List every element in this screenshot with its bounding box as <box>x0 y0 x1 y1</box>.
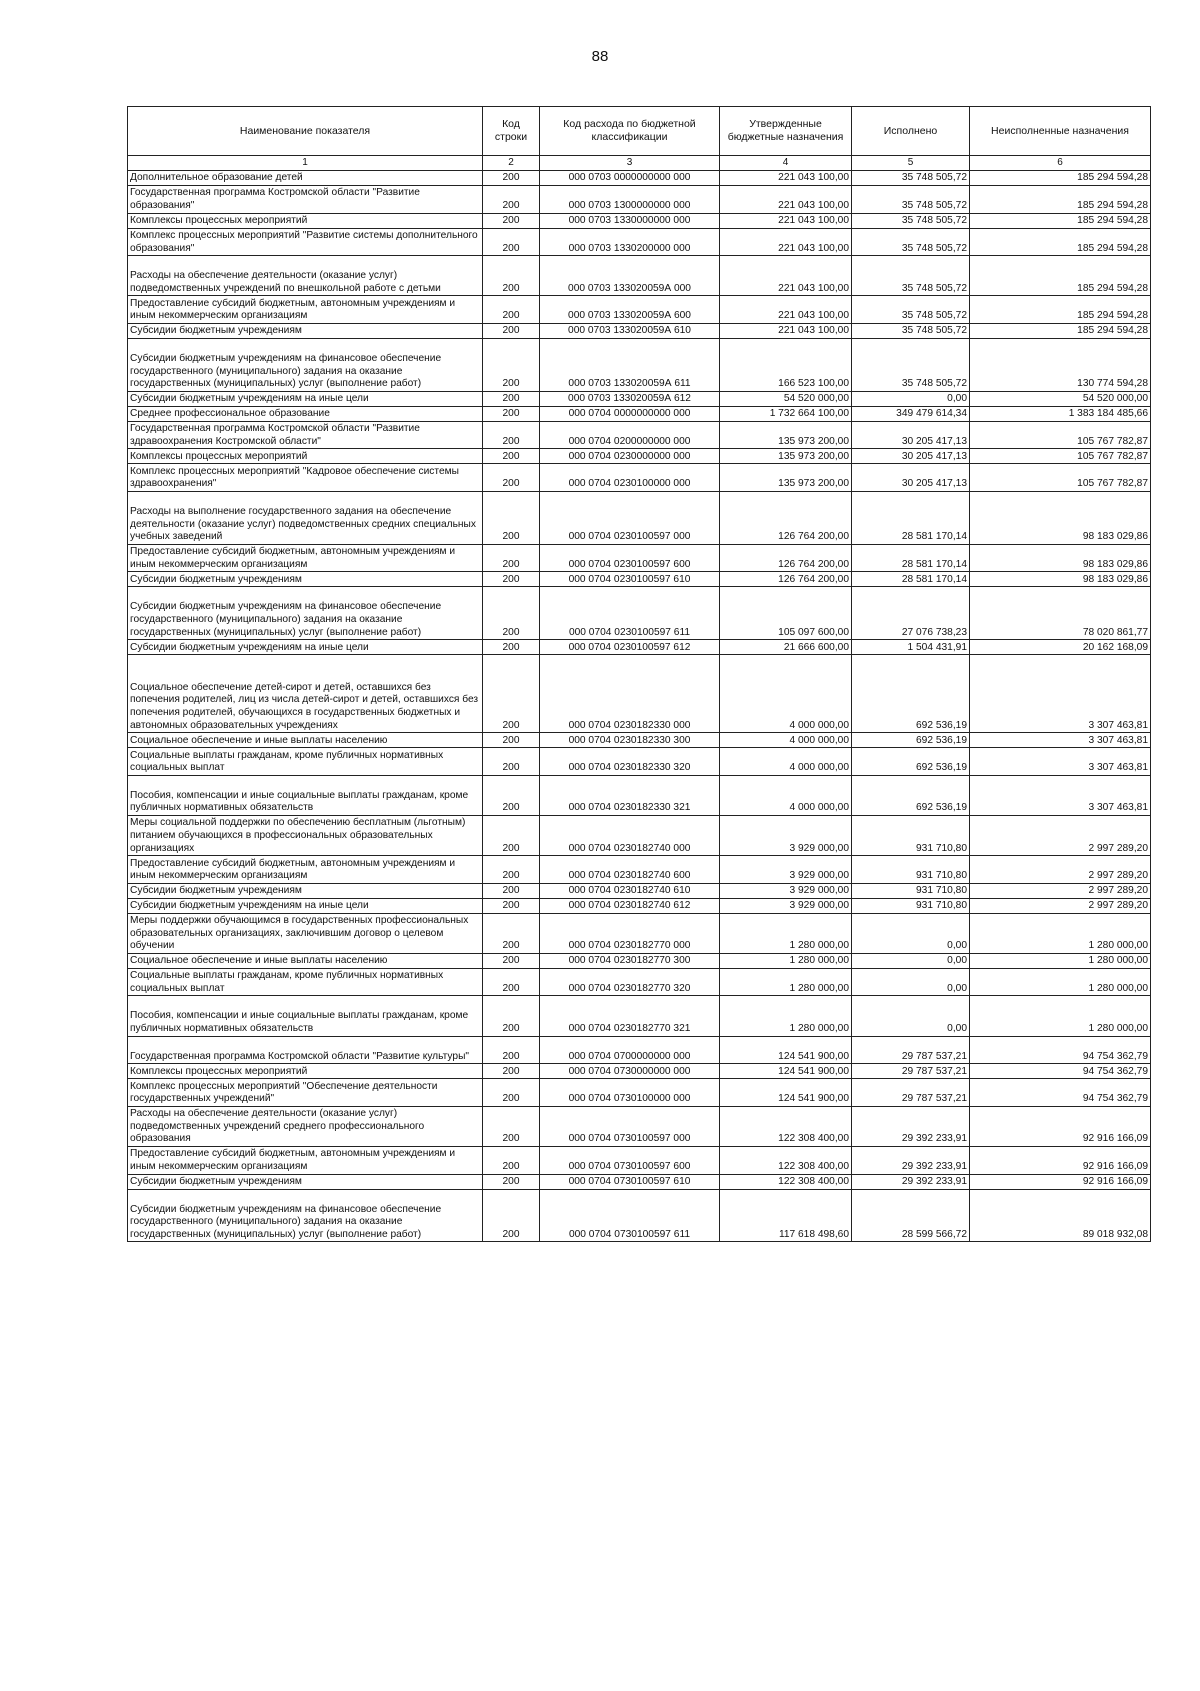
table-row <box>128 856 1151 884</box>
row-approved-amount: 124 541 900,00 <box>720 1064 852 1079</box>
row-name: Меры социальной поддержки по обеспечению бесплатным (льготным) питанием обучающихся в профессиональных образовательных организациях <box>128 815 483 855</box>
table-row <box>128 1174 1151 1189</box>
row-classification-code: 000 0704 0230182740 000 <box>540 815 720 855</box>
row-executed-amount: 29 787 537,21 <box>852 1036 970 1064</box>
row-unexecuted-amount: 185 294 594,28 <box>970 213 1151 228</box>
row-approved-amount: 117 618 498,60 <box>720 1189 852 1242</box>
row-name: Расходы на обеспечение деятельности (оказание услуг) подведомственных учреждений среднего профессионального образования <box>128 1106 483 1146</box>
row-unexecuted-amount: 94 754 362,79 <box>970 1064 1151 1079</box>
table-row <box>128 338 1151 391</box>
row-executed-amount: 35 748 505,72 <box>852 296 970 324</box>
row-classification-code: 000 0704 0230100000 000 <box>540 464 720 492</box>
table-row <box>128 449 1151 464</box>
row-code: 200 <box>483 968 540 996</box>
column-number: 4 <box>720 156 852 171</box>
row-code: 200 <box>483 1189 540 1242</box>
table-row <box>128 391 1151 406</box>
row-approved-amount: 135 973 200,00 <box>720 464 852 492</box>
table-row <box>128 1036 1151 1064</box>
row-executed-amount: 692 536,19 <box>852 748 970 776</box>
row-executed-amount: 28 581 170,14 <box>852 491 970 544</box>
row-unexecuted-amount: 185 294 594,28 <box>970 256 1151 296</box>
row-unexecuted-amount: 54 520 000,00 <box>970 391 1151 406</box>
row-code: 200 <box>483 748 540 776</box>
row-classification-code: 000 0704 0230182770 320 <box>540 968 720 996</box>
row-name: Социальные выплаты гражданам, кроме публичных нормативных социальных выплат <box>128 748 483 776</box>
row-unexecuted-amount: 105 767 782,87 <box>970 464 1151 492</box>
row-name: Субсидии бюджетным учреждениям на иные цели <box>128 640 483 655</box>
row-code: 200 <box>483 228 540 256</box>
row-classification-code: 000 0704 0730100597 610 <box>540 1174 720 1189</box>
row-name: Субсидии бюджетным учреждениям на иные цели <box>128 898 483 913</box>
row-classification-code: 000 0704 0230182330 300 <box>540 733 720 748</box>
row-executed-amount: 35 748 505,72 <box>852 171 970 186</box>
row-approved-amount: 105 097 600,00 <box>720 587 852 640</box>
table-row <box>128 1106 1151 1146</box>
row-classification-code: 000 0704 0230182770 300 <box>540 953 720 968</box>
row-executed-amount: 28 581 170,14 <box>852 572 970 587</box>
table-row <box>128 775 1151 815</box>
column-header-approved: Утвержденные бюджетные назначения <box>720 107 852 156</box>
row-approved-amount: 1 280 000,00 <box>720 913 852 953</box>
row-approved-amount: 3 929 000,00 <box>720 856 852 884</box>
row-approved-amount: 126 764 200,00 <box>720 544 852 572</box>
row-unexecuted-amount: 3 307 463,81 <box>970 733 1151 748</box>
row-executed-amount: 35 748 505,72 <box>852 256 970 296</box>
table-row <box>128 544 1151 572</box>
table-row <box>128 491 1151 544</box>
row-name: Комплексы процессных мероприятий <box>128 449 483 464</box>
row-name: Государственная программа Костромской области "Развитие здравоохранения Костромской области" <box>128 421 483 449</box>
row-code: 200 <box>483 213 540 228</box>
column-number: 1 <box>128 156 483 171</box>
row-approved-amount: 221 043 100,00 <box>720 228 852 256</box>
row-executed-amount: 28 599 566,72 <box>852 1189 970 1242</box>
row-classification-code: 000 0703 133020059А 600 <box>540 296 720 324</box>
row-approved-amount: 221 043 100,00 <box>720 171 852 186</box>
row-approved-amount: 1 280 000,00 <box>720 953 852 968</box>
row-classification-code: 000 0704 0230182740 612 <box>540 898 720 913</box>
row-name: Социальные выплаты гражданам, кроме публичных нормативных социальных выплат <box>128 968 483 996</box>
row-approved-amount: 221 043 100,00 <box>720 296 852 324</box>
table-row <box>128 815 1151 855</box>
row-executed-amount: 931 710,80 <box>852 898 970 913</box>
row-code: 200 <box>483 544 540 572</box>
row-code: 200 <box>483 338 540 391</box>
table-row <box>128 733 1151 748</box>
row-unexecuted-amount: 94 754 362,79 <box>970 1036 1151 1064</box>
row-classification-code: 000 0704 0230182330 320 <box>540 748 720 776</box>
row-approved-amount: 3 929 000,00 <box>720 898 852 913</box>
row-code: 200 <box>483 391 540 406</box>
table-row <box>128 228 1151 256</box>
row-code: 200 <box>483 733 540 748</box>
column-number: 5 <box>852 156 970 171</box>
row-classification-code: 000 0704 0730000000 000 <box>540 1064 720 1079</box>
row-approved-amount: 3 929 000,00 <box>720 883 852 898</box>
row-name: Комплекс процессных мероприятий "Развитие системы дополнительного образования" <box>128 228 483 256</box>
row-unexecuted-amount: 1 383 184 485,66 <box>970 406 1151 421</box>
table-row <box>128 883 1151 898</box>
row-code: 200 <box>483 1064 540 1079</box>
row-unexecuted-amount: 185 294 594,28 <box>970 296 1151 324</box>
row-approved-amount: 122 308 400,00 <box>720 1174 852 1189</box>
row-unexecuted-amount: 1 280 000,00 <box>970 913 1151 953</box>
row-unexecuted-amount: 3 307 463,81 <box>970 775 1151 815</box>
row-unexecuted-amount: 1 280 000,00 <box>970 953 1151 968</box>
row-code: 200 <box>483 572 540 587</box>
row-executed-amount: 30 205 417,13 <box>852 421 970 449</box>
row-code: 200 <box>483 883 540 898</box>
table-row <box>128 640 1151 655</box>
row-name: Пособия, компенсации и иные социальные выплаты гражданам, кроме публичных нормативных обязательств <box>128 996 483 1036</box>
table-row <box>128 406 1151 421</box>
row-unexecuted-amount: 1 280 000,00 <box>970 968 1151 996</box>
row-unexecuted-amount: 3 307 463,81 <box>970 748 1151 776</box>
row-code: 200 <box>483 186 540 214</box>
table-row <box>128 898 1151 913</box>
row-approved-amount: 126 764 200,00 <box>720 572 852 587</box>
row-executed-amount: 29 392 233,91 <box>852 1147 970 1175</box>
row-executed-amount: 35 748 505,72 <box>852 338 970 391</box>
row-name: Субсидии бюджетным учреждениям <box>128 883 483 898</box>
row-code: 200 <box>483 406 540 421</box>
row-approved-amount: 135 973 200,00 <box>720 449 852 464</box>
row-name: Комплекс процессных мероприятий "Обеспечение деятельности государственных учреждений" <box>128 1079 483 1107</box>
row-name: Расходы на обеспечение деятельности (оказание услуг) подведомственных учреждений по внешкольной работе с детьми <box>128 256 483 296</box>
row-code: 200 <box>483 953 540 968</box>
row-unexecuted-amount: 1 280 000,00 <box>970 996 1151 1036</box>
row-name: Комплексы процессных мероприятий <box>128 213 483 228</box>
table-row <box>128 1147 1151 1175</box>
row-unexecuted-amount: 185 294 594,28 <box>970 228 1151 256</box>
table-row <box>128 913 1151 953</box>
row-approved-amount: 54 520 000,00 <box>720 391 852 406</box>
row-unexecuted-amount: 185 294 594,28 <box>970 186 1151 214</box>
row-name: Субсидии бюджетным учреждениям на финансовое обеспечение государственного (муниципального) задания на оказание государственных (муниципальных) услуг (выполнение работ) <box>128 338 483 391</box>
row-executed-amount: 692 536,19 <box>852 775 970 815</box>
page-number: 88 <box>591 48 609 65</box>
row-approved-amount: 166 523 100,00 <box>720 338 852 391</box>
row-executed-amount: 29 787 537,21 <box>852 1079 970 1107</box>
row-name: Социальное обеспечение и иные выплаты населению <box>128 953 483 968</box>
row-approved-amount: 135 973 200,00 <box>720 421 852 449</box>
row-classification-code: 000 0704 0200000000 000 <box>540 421 720 449</box>
table-body <box>128 171 1151 1242</box>
row-classification-code: 000 0704 0230182740 610 <box>540 883 720 898</box>
row-code: 200 <box>483 1079 540 1107</box>
row-code: 200 <box>483 898 540 913</box>
row-unexecuted-amount: 185 294 594,28 <box>970 171 1151 186</box>
row-name: Субсидии бюджетным учреждениям на финансовое обеспечение государственного (муниципального) задания на оказание государственных (муниципальных) услуг (выполнение работ) <box>128 587 483 640</box>
row-executed-amount: 931 710,80 <box>852 815 970 855</box>
row-name: Субсидии бюджетным учреждениям <box>128 323 483 338</box>
row-executed-amount: 30 205 417,13 <box>852 449 970 464</box>
row-approved-amount: 1 280 000,00 <box>720 968 852 996</box>
row-approved-amount: 221 043 100,00 <box>720 323 852 338</box>
row-name: Предоставление субсидий бюджетным, автономным учреждениям и иным некоммерческим организациям <box>128 856 483 884</box>
row-executed-amount: 35 748 505,72 <box>852 323 970 338</box>
row-approved-amount: 4 000 000,00 <box>720 655 852 733</box>
row-executed-amount: 1 504 431,91 <box>852 640 970 655</box>
row-classification-code: 000 0703 133020059А 612 <box>540 391 720 406</box>
row-classification-code: 000 0704 0230182740 600 <box>540 856 720 884</box>
row-name: Социальное обеспечение и иные выплаты населению <box>128 733 483 748</box>
row-code: 200 <box>483 775 540 815</box>
row-code: 200 <box>483 1174 540 1189</box>
table-row <box>128 748 1151 776</box>
row-executed-amount: 29 787 537,21 <box>852 1064 970 1079</box>
row-approved-amount: 4 000 000,00 <box>720 748 852 776</box>
row-classification-code: 000 0704 0230100597 600 <box>540 544 720 572</box>
table-row <box>128 464 1151 492</box>
row-code: 200 <box>483 1106 540 1146</box>
row-approved-amount: 1 280 000,00 <box>720 996 852 1036</box>
row-classification-code: 000 0704 0700000000 000 <box>540 1036 720 1064</box>
row-code: 200 <box>483 449 540 464</box>
row-unexecuted-amount: 20 162 168,09 <box>970 640 1151 655</box>
row-code: 200 <box>483 421 540 449</box>
row-name: Расходы на выполнение государственного задания на обеспечение деятельности (оказание услуг) подведомственных средних специальных учебных заведений <box>128 491 483 544</box>
row-executed-amount: 30 205 417,13 <box>852 464 970 492</box>
row-classification-code: 000 0704 0230100597 610 <box>540 572 720 587</box>
table-row <box>128 256 1151 296</box>
row-classification-code: 000 0704 0000000000 000 <box>540 406 720 421</box>
row-approved-amount: 221 043 100,00 <box>720 186 852 214</box>
column-number: 2 <box>483 156 540 171</box>
row-code: 200 <box>483 587 540 640</box>
table-row <box>128 1064 1151 1079</box>
table-row <box>128 572 1151 587</box>
row-executed-amount: 692 536,19 <box>852 733 970 748</box>
row-code: 200 <box>483 171 540 186</box>
table-row <box>128 655 1151 733</box>
table-row <box>128 968 1151 996</box>
row-executed-amount: 28 581 170,14 <box>852 544 970 572</box>
row-approved-amount: 124 541 900,00 <box>720 1036 852 1064</box>
row-unexecuted-amount: 185 294 594,28 <box>970 323 1151 338</box>
row-name: Пособия, компенсации и иные социальные выплаты гражданам, кроме публичных нормативных обязательств <box>128 775 483 815</box>
row-code: 200 <box>483 815 540 855</box>
row-name: Субсидии бюджетным учреждениям на иные цели <box>128 391 483 406</box>
row-executed-amount: 349 479 614,34 <box>852 406 970 421</box>
row-name: Меры поддержки обучающимся в государственных профессиональных образовательных организациях, заключившим договор о целевом обучении <box>128 913 483 953</box>
column-header-unexecuted: Неисполненные назначения <box>970 107 1151 156</box>
row-unexecuted-amount: 2 997 289,20 <box>970 815 1151 855</box>
row-name: Предоставление субсидий бюджетным, автономным учреждениям и иным некоммерческим организациям <box>128 296 483 324</box>
table-row <box>128 587 1151 640</box>
row-unexecuted-amount: 130 774 594,28 <box>970 338 1151 391</box>
row-name: Государственная программа Костромской области "Развитие образования" <box>128 186 483 214</box>
table-row <box>128 171 1151 186</box>
row-classification-code: 000 0704 0230100597 612 <box>540 640 720 655</box>
row-executed-amount: 931 710,80 <box>852 856 970 884</box>
row-approved-amount: 221 043 100,00 <box>720 213 852 228</box>
table-row <box>128 213 1151 228</box>
column-header-name: Наименование показателя <box>128 107 483 156</box>
row-name: Дополнительное образование детей <box>128 171 483 186</box>
row-approved-amount: 4 000 000,00 <box>720 733 852 748</box>
row-code: 200 <box>483 655 540 733</box>
row-classification-code: 000 0704 0730100597 600 <box>540 1147 720 1175</box>
row-approved-amount: 124 541 900,00 <box>720 1079 852 1107</box>
column-header-code: Код строки <box>483 107 540 156</box>
row-unexecuted-amount: 92 916 166,09 <box>970 1106 1151 1146</box>
row-name: Субсидии бюджетным учреждениям <box>128 1174 483 1189</box>
row-classification-code: 000 0703 1300000000 000 <box>540 186 720 214</box>
table-row <box>128 996 1151 1036</box>
row-code: 200 <box>483 491 540 544</box>
row-code: 200 <box>483 996 540 1036</box>
row-code: 200 <box>483 1036 540 1064</box>
row-unexecuted-amount: 2 997 289,20 <box>970 856 1151 884</box>
row-executed-amount: 29 392 233,91 <box>852 1106 970 1146</box>
row-approved-amount: 126 764 200,00 <box>720 491 852 544</box>
table-row <box>128 1079 1151 1107</box>
row-name: Субсидии бюджетным учреждениям на финансовое обеспечение государственного (муниципального) задания на оказание государственных (муниципальных) услуг (выполнение работ) <box>128 1189 483 1242</box>
row-approved-amount: 122 308 400,00 <box>720 1147 852 1175</box>
row-executed-amount: 35 748 505,72 <box>852 228 970 256</box>
column-number-row <box>128 156 1151 171</box>
table-row <box>128 186 1151 214</box>
row-name: Предоставление субсидий бюджетным, автономным учреждениям и иным некоммерческим организациям <box>128 544 483 572</box>
row-name: Комплексы процессных мероприятий <box>128 1064 483 1079</box>
row-classification-code: 000 0704 0730100597 611 <box>540 1189 720 1242</box>
row-executed-amount: 0,00 <box>852 968 970 996</box>
row-unexecuted-amount: 2 997 289,20 <box>970 883 1151 898</box>
row-approved-amount: 21 666 600,00 <box>720 640 852 655</box>
row-unexecuted-amount: 105 767 782,87 <box>970 449 1151 464</box>
row-executed-amount: 0,00 <box>852 913 970 953</box>
row-unexecuted-amount: 3 307 463,81 <box>970 655 1151 733</box>
row-executed-amount: 27 076 738,23 <box>852 587 970 640</box>
row-name: Государственная программа Костромской области "Развитие культуры" <box>128 1036 483 1064</box>
table-row <box>128 323 1151 338</box>
row-name: Среднее профессиональное образование <box>128 406 483 421</box>
row-unexecuted-amount: 98 183 029,86 <box>970 491 1151 544</box>
row-classification-code: 000 0704 0730100597 000 <box>540 1106 720 1146</box>
row-code: 200 <box>483 464 540 492</box>
row-unexecuted-amount: 89 018 932,08 <box>970 1189 1151 1242</box>
table-row <box>128 421 1151 449</box>
row-classification-code: 000 0704 0230182770 000 <box>540 913 720 953</box>
row-code: 200 <box>483 256 540 296</box>
row-executed-amount: 0,00 <box>852 953 970 968</box>
row-classification-code: 000 0704 0230100597 611 <box>540 587 720 640</box>
column-header-executed: Исполнено <box>852 107 970 156</box>
row-unexecuted-amount: 98 183 029,86 <box>970 572 1151 587</box>
row-classification-code: 000 0703 133020059А 610 <box>540 323 720 338</box>
row-unexecuted-amount: 2 997 289,20 <box>970 898 1151 913</box>
row-classification-code: 000 0703 133020059А 611 <box>540 338 720 391</box>
row-approved-amount: 4 000 000,00 <box>720 775 852 815</box>
row-code: 200 <box>483 640 540 655</box>
row-code: 200 <box>483 856 540 884</box>
row-classification-code: 000 0704 0230000000 000 <box>540 449 720 464</box>
row-unexecuted-amount: 98 183 029,86 <box>970 544 1151 572</box>
row-classification-code: 000 0703 1330200000 000 <box>540 228 720 256</box>
row-classification-code: 000 0703 1330000000 000 <box>540 213 720 228</box>
row-classification-code: 000 0704 0730100000 000 <box>540 1079 720 1107</box>
row-unexecuted-amount: 78 020 861,77 <box>970 587 1151 640</box>
row-approved-amount: 221 043 100,00 <box>720 256 852 296</box>
row-classification-code: 000 0704 0230182330 321 <box>540 775 720 815</box>
row-classification-code: 000 0703 133020059А 000 <box>540 256 720 296</box>
column-header-classification: Код расхода по бюджетной классификации <box>540 107 720 156</box>
row-unexecuted-amount: 94 754 362,79 <box>970 1079 1151 1107</box>
row-executed-amount: 0,00 <box>852 391 970 406</box>
row-code: 200 <box>483 323 540 338</box>
row-classification-code: 000 0704 0230100597 000 <box>540 491 720 544</box>
table-row <box>128 953 1151 968</box>
row-executed-amount: 931 710,80 <box>852 883 970 898</box>
row-executed-amount: 692 536,19 <box>852 655 970 733</box>
row-executed-amount: 35 748 505,72 <box>852 213 970 228</box>
table-row <box>128 296 1151 324</box>
row-code: 200 <box>483 296 540 324</box>
row-approved-amount: 122 308 400,00 <box>720 1106 852 1146</box>
row-unexecuted-amount: 92 916 166,09 <box>970 1174 1151 1189</box>
row-classification-code: 000 0704 0230182770 321 <box>540 996 720 1036</box>
row-name: Предоставление субсидий бюджетным, автономным учреждениям и иным некоммерческим организациям <box>128 1147 483 1175</box>
row-executed-amount: 35 748 505,72 <box>852 186 970 214</box>
row-executed-amount: 0,00 <box>852 996 970 1036</box>
budget-execution-table <box>127 106 1151 1242</box>
column-number: 3 <box>540 156 720 171</box>
row-executed-amount: 29 392 233,91 <box>852 1174 970 1189</box>
table-header-row <box>128 107 1151 156</box>
row-name: Социальное обеспечение детей-сирот и детей, оставшихся без попечения родителей, лиц из числа детей-сирот и детей, оставшихся без попечения родителей, обучающихся в государственных бюджетных и автономных образовательных учреждениях <box>128 655 483 733</box>
row-approved-amount: 3 929 000,00 <box>720 815 852 855</box>
row-approved-amount: 1 732 664 100,00 <box>720 406 852 421</box>
table-row <box>128 1189 1151 1242</box>
row-code: 200 <box>483 1147 540 1175</box>
row-unexecuted-amount: 105 767 782,87 <box>970 421 1151 449</box>
row-name: Комплекс процессных мероприятий "Кадровое обеспечение системы здравоохранения" <box>128 464 483 492</box>
row-code: 200 <box>483 913 540 953</box>
row-name: Субсидии бюджетным учреждениям <box>128 572 483 587</box>
row-unexecuted-amount: 92 916 166,09 <box>970 1147 1151 1175</box>
row-classification-code: 000 0704 0230182330 000 <box>540 655 720 733</box>
column-number: 6 <box>970 156 1151 171</box>
row-classification-code: 000 0703 0000000000 000 <box>540 171 720 186</box>
